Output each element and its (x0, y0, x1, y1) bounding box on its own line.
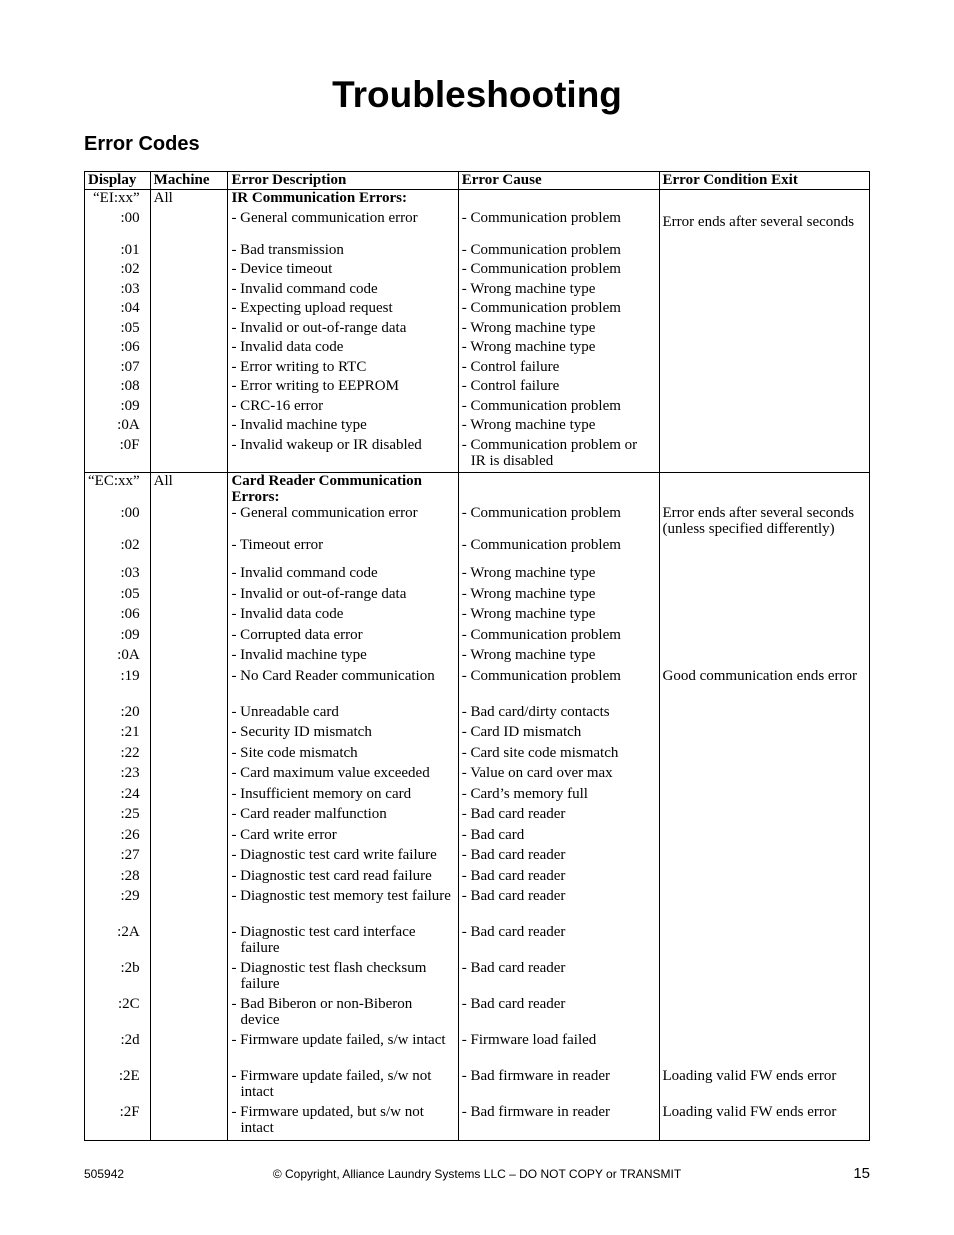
error-cause-text: - Wrong machine type (461, 339, 596, 355)
error-exit (659, 868, 869, 889)
error-description (228, 378, 458, 398)
error-cause-text: - Wrong machine type (461, 319, 596, 336)
error-cause (458, 647, 659, 668)
error-cause (458, 565, 659, 586)
error-code: :22 (85, 745, 151, 766)
error-cause (458, 960, 659, 996)
error-exit (659, 647, 869, 668)
error-description-text: - Invalid or out-of-range data (231, 585, 407, 602)
error-exit (659, 960, 869, 996)
table-row (85, 647, 870, 668)
table-row (85, 1068, 870, 1104)
table-row (85, 868, 870, 889)
error-cause (458, 786, 659, 807)
error-exit: Error ends after several seconds (659, 210, 869, 473)
machine-cell (150, 565, 228, 586)
error-cause (458, 765, 659, 786)
error-cause (458, 300, 659, 320)
error-description (228, 868, 458, 889)
error-cause (458, 806, 659, 827)
error-description-text: - No Card Reader communication (231, 667, 435, 684)
display-code: “EI:xx” (85, 190, 151, 210)
error-description (228, 398, 458, 418)
error-cause-text: - Control failure (461, 378, 560, 394)
error-cause-text: - Bad card reader (461, 806, 566, 822)
machine-cell (150, 378, 228, 398)
header-cause: Error Cause (458, 172, 659, 190)
error-cause-text: - Bad card reader (461, 960, 566, 976)
error-description (228, 606, 458, 627)
error-description (228, 847, 458, 868)
header-exit: Error Condition Exit (659, 172, 869, 190)
error-code: :2C (85, 996, 151, 1032)
error-description-text: - Invalid wakeup or IR disabled (231, 436, 422, 453)
table-row (85, 505, 870, 537)
table-row (85, 210, 870, 242)
error-code: :09 (85, 398, 151, 418)
machine-cell (150, 339, 228, 359)
table-row (85, 668, 870, 704)
error-description-text: - Corrupted data error (231, 626, 363, 643)
error-cause-text: - Bad card reader (461, 996, 566, 1012)
error-cause-text: - Bad firmware in reader (461, 1104, 611, 1120)
machine-cell (150, 647, 228, 668)
error-exit: Loading valid FW ends error (659, 1068, 869, 1104)
machine-cell (150, 505, 228, 537)
machine-cell (150, 786, 228, 807)
error-cause (458, 320, 659, 340)
error-cause (458, 888, 659, 924)
section-header-row (85, 190, 870, 210)
error-cause (458, 473, 659, 506)
error-description-text: - CRC-16 error (231, 397, 324, 414)
error-exit (659, 537, 869, 565)
error-description-text: - Diagnostic test card write failure (231, 847, 437, 863)
error-cause (458, 924, 659, 960)
error-code: :02 (85, 261, 151, 281)
table-row (85, 996, 870, 1032)
table-header-row (85, 172, 870, 190)
error-code: :01 (85, 242, 151, 262)
machine-cell (150, 996, 228, 1032)
error-code: :2d (85, 1032, 151, 1068)
error-description (228, 437, 458, 473)
error-description (228, 417, 458, 437)
error-description-text: - Bad transmission (231, 241, 344, 258)
error-description-text: - Firmware update failed, s/w intact (231, 1032, 446, 1048)
error-cause (458, 190, 659, 210)
error-description-text: - Invalid data code (231, 339, 344, 355)
error-description (228, 724, 458, 745)
table-row (85, 537, 870, 565)
machine-cell (150, 724, 228, 745)
error-description-text: - Diagnostic test card interface failure (231, 924, 416, 956)
error-code: :05 (85, 586, 151, 607)
error-description-text: - Card maximum value exceeded (231, 765, 430, 781)
error-cause (458, 417, 659, 437)
error-cause (458, 210, 659, 242)
error-cause (458, 339, 659, 359)
document-number: 505942 (84, 1167, 125, 1181)
machine-cell (150, 320, 228, 340)
error-description-text: - Insufficient memory on card (231, 785, 412, 802)
table-row (85, 745, 870, 766)
error-description (228, 996, 458, 1032)
table-row (85, 1104, 870, 1140)
error-description (228, 924, 458, 960)
table-row (85, 627, 870, 648)
error-code: :03 (85, 565, 151, 586)
error-exit (659, 606, 869, 627)
error-exit (659, 627, 869, 648)
error-description (228, 827, 458, 848)
machine-cell (150, 417, 228, 437)
error-cause (458, 868, 659, 889)
machine-cell (150, 745, 228, 766)
error-code: :20 (85, 704, 151, 725)
error-description (228, 765, 458, 786)
error-description (228, 565, 458, 586)
machine-cell (150, 1032, 228, 1068)
error-cause (458, 847, 659, 868)
error-description (228, 647, 458, 668)
table-row (85, 565, 870, 586)
table-row (85, 827, 870, 848)
error-exit (659, 745, 869, 766)
error-cause-text: - Communication problem (461, 397, 621, 414)
error-code: :03 (85, 281, 151, 301)
error-code: :07 (85, 359, 151, 379)
error-description-text: - Invalid data code (231, 606, 344, 622)
machine-cell (150, 847, 228, 868)
machine-cell (150, 359, 228, 379)
error-cause-text: - Wrong machine type (461, 647, 596, 663)
error-code: :05 (85, 320, 151, 340)
error-description (228, 261, 458, 281)
error-description-text: - Invalid machine type (231, 417, 367, 433)
error-cause-text: - Bad card (461, 826, 525, 843)
error-code: :0A (85, 647, 151, 668)
error-cause (458, 724, 659, 745)
error-exit (659, 806, 869, 827)
error-description-text: - Card write error (231, 826, 337, 843)
error-cause (458, 745, 659, 766)
error-code: :2E (85, 1068, 151, 1104)
error-cause (458, 537, 659, 565)
error-description (228, 210, 458, 242)
error-description (228, 627, 458, 648)
error-code: :00 (85, 210, 151, 242)
error-exit (659, 190, 869, 210)
machine-cell (150, 242, 228, 262)
error-exit (659, 827, 869, 848)
error-cause-text: - Bad card reader (461, 888, 566, 904)
error-cause (458, 398, 659, 418)
error-code: :27 (85, 847, 151, 868)
machine-cell (150, 398, 228, 418)
error-exit (659, 704, 869, 725)
error-exit (659, 786, 869, 807)
table-row (85, 704, 870, 725)
page-title: Troubleshooting (332, 74, 622, 115)
error-cause-text: - Bad firmware in reader (461, 1068, 611, 1084)
error-description-text: - General communication error (231, 505, 418, 521)
error-description (228, 339, 458, 359)
error-code: :06 (85, 606, 151, 627)
error-description-text: - Invalid command code (231, 280, 378, 297)
error-cause (458, 668, 659, 704)
error-cause-text: - Communication problem (461, 667, 621, 684)
error-cause (458, 261, 659, 281)
machine-cell (150, 704, 228, 725)
table-row (85, 806, 870, 827)
table-row (85, 960, 870, 996)
error-description (228, 1032, 458, 1068)
machine-cell (150, 1068, 228, 1104)
machine-type: All (150, 190, 228, 210)
error-cause-text: - Wrong machine type (461, 606, 596, 622)
error-code: :02 (85, 537, 151, 565)
error-code: :2A (85, 924, 151, 960)
error-description (228, 242, 458, 262)
error-cause-text: - Firmware load failed (461, 1032, 597, 1048)
error-code: :19 (85, 668, 151, 704)
error-description (228, 960, 458, 996)
header-machine: Machine (150, 172, 228, 190)
error-cause-text: - Card’s memory full (461, 785, 588, 802)
machine-cell (150, 300, 228, 320)
machine-cell (150, 627, 228, 648)
table-body (85, 190, 870, 1141)
error-code: :2b (85, 960, 151, 996)
copyright-notice: © Copyright, Alliance Laundry Systems LLC – DO NOT COPY or TRANSMIT (272, 1167, 682, 1181)
header-display: Display (85, 172, 151, 190)
display-code: “EC:xx” (85, 473, 151, 506)
error-description-text: - Invalid or out-of-range data (231, 319, 407, 336)
error-cause-text: - Control failure (461, 358, 560, 375)
error-code: :24 (85, 786, 151, 807)
error-cause (458, 827, 659, 848)
machine-cell (150, 868, 228, 889)
error-cause-text: - Bad card reader (461, 867, 566, 884)
error-cause (458, 505, 659, 537)
section-heading: IR Communication Errors: (228, 190, 458, 210)
machine-type: All (150, 473, 228, 506)
machine-cell (150, 586, 228, 607)
error-exit (659, 765, 869, 786)
error-cause-text: - Bad card reader (461, 847, 566, 863)
error-code: :26 (85, 827, 151, 848)
error-cause-text: - Bad card reader (461, 924, 566, 940)
error-description-text: - Firmware update failed, s/w not intact (231, 1068, 432, 1100)
error-description-text: - Security ID mismatch (231, 724, 372, 740)
error-description-text: - Error writing to RTC (231, 358, 367, 375)
machine-cell (150, 261, 228, 281)
error-description-text: - Site code mismatch (231, 744, 358, 761)
error-cause (458, 242, 659, 262)
error-description (228, 745, 458, 766)
error-description-text: - Timeout error (231, 537, 324, 553)
error-cause (458, 437, 659, 473)
error-cause-text: - Communication problem (461, 505, 621, 521)
machine-cell (150, 924, 228, 960)
error-cause (458, 627, 659, 648)
error-cause-text: - Wrong machine type (461, 585, 596, 602)
error-description-text: - Diagnostic test card read failure (231, 867, 432, 884)
error-exit (659, 996, 869, 1032)
error-description (228, 1104, 458, 1140)
error-description-text: - Bad Biberon or non-Biberon device (231, 996, 413, 1028)
error-description-text: - Firmware updated, but s/w not intact (231, 1104, 424, 1136)
error-code: :00 (85, 505, 151, 537)
error-exit (659, 847, 869, 868)
error-exit (659, 565, 869, 586)
section-title: Error Codes (84, 133, 200, 155)
error-description-text: - Diagnostic test memory test failure (231, 888, 451, 904)
error-description (228, 888, 458, 924)
error-code: :25 (85, 806, 151, 827)
error-cause-text: - Value on card over max (461, 765, 613, 781)
table-row (85, 786, 870, 807)
error-description-text: - Error writing to EEPROM (231, 378, 399, 394)
error-cause-text: - Communication problem (461, 537, 621, 553)
error-exit (659, 473, 869, 506)
header-description: Error Description (228, 172, 458, 190)
error-exit (659, 1032, 869, 1068)
error-cause-text: - Communication problem (461, 261, 621, 277)
error-cause (458, 359, 659, 379)
error-code: :2F (85, 1104, 151, 1140)
error-exit (659, 924, 869, 960)
error-exit (659, 724, 869, 745)
error-cause-text: - Communication problem (461, 209, 621, 226)
error-exit (659, 586, 869, 607)
error-description-text: - Invalid machine type (231, 647, 367, 663)
machine-cell (150, 437, 228, 473)
section-header-row (85, 473, 870, 506)
error-description (228, 668, 458, 704)
error-description-text: - Card reader malfunction (231, 806, 387, 822)
error-code: :08 (85, 378, 151, 398)
error-description (228, 806, 458, 827)
error-cause (458, 281, 659, 301)
table-row (85, 606, 870, 627)
machine-cell (150, 827, 228, 848)
machine-cell (150, 281, 228, 301)
error-code: :0A (85, 417, 151, 437)
error-description-text: - Device timeout (231, 261, 333, 277)
error-code: :04 (85, 300, 151, 320)
section-heading: Card Reader Communication Errors: (228, 473, 458, 506)
error-description (228, 537, 458, 565)
error-cause (458, 586, 659, 607)
error-code: :0F (85, 437, 151, 473)
error-cause (458, 606, 659, 627)
error-description-text: - General communication error (231, 209, 418, 226)
error-description (228, 281, 458, 301)
error-description (228, 586, 458, 607)
error-description (228, 704, 458, 725)
table-row (85, 888, 870, 924)
error-description-text: - Diagnostic test flash checksum failure (231, 960, 427, 992)
table-row (85, 924, 870, 960)
error-cause-text: - Communication problem or IR is disabled (461, 436, 638, 469)
machine-cell (150, 806, 228, 827)
error-cause (458, 704, 659, 725)
error-exit: Error ends after several seconds (unless specified differently) (659, 505, 869, 537)
error-cause-text: - Card ID mismatch (461, 724, 582, 740)
error-code: :09 (85, 627, 151, 648)
error-description-text: - Invalid command code (231, 565, 378, 581)
error-code: :21 (85, 724, 151, 745)
error-cause-text: - Communication problem (461, 626, 621, 643)
page-number: 15 (853, 1165, 870, 1182)
error-code: :06 (85, 339, 151, 359)
machine-cell (150, 210, 228, 242)
machine-cell (150, 765, 228, 786)
error-codes-table (84, 171, 870, 1141)
error-exit: Good communication ends error (659, 668, 869, 704)
machine-cell (150, 960, 228, 996)
table-row (85, 765, 870, 786)
table-row (85, 1032, 870, 1068)
error-code: :28 (85, 868, 151, 889)
error-cause-text: - Communication problem (461, 300, 621, 316)
table-row (85, 586, 870, 607)
error-cause-text: - Bad card/dirty contacts (461, 703, 610, 720)
error-exit: Loading valid FW ends error (659, 1104, 869, 1140)
machine-cell (150, 537, 228, 565)
error-description-text: - Unreadable card (231, 703, 339, 720)
error-exit (659, 888, 869, 924)
error-cause (458, 378, 659, 398)
error-code: :29 (85, 888, 151, 924)
machine-cell (150, 888, 228, 924)
error-cause (458, 1068, 659, 1104)
table-row (85, 847, 870, 868)
error-cause-text: - Wrong machine type (461, 417, 596, 433)
error-description (228, 1068, 458, 1104)
machine-cell (150, 1104, 228, 1140)
error-description (228, 359, 458, 379)
error-description (228, 786, 458, 807)
error-description (228, 320, 458, 340)
error-cause (458, 1104, 659, 1140)
error-cause (458, 996, 659, 1032)
error-cause (458, 1032, 659, 1068)
error-cause-text: - Card site code mismatch (461, 744, 619, 761)
error-description (228, 300, 458, 320)
error-description (228, 505, 458, 537)
error-cause-text: - Wrong machine type (461, 565, 596, 581)
machine-cell (150, 668, 228, 704)
error-code: :23 (85, 765, 151, 786)
table-row (85, 724, 870, 745)
error-cause-text: - Communication problem (461, 241, 621, 258)
error-description-text: - Expecting upload request (231, 300, 393, 316)
error-cause-text: - Wrong machine type (461, 280, 596, 297)
machine-cell (150, 606, 228, 627)
